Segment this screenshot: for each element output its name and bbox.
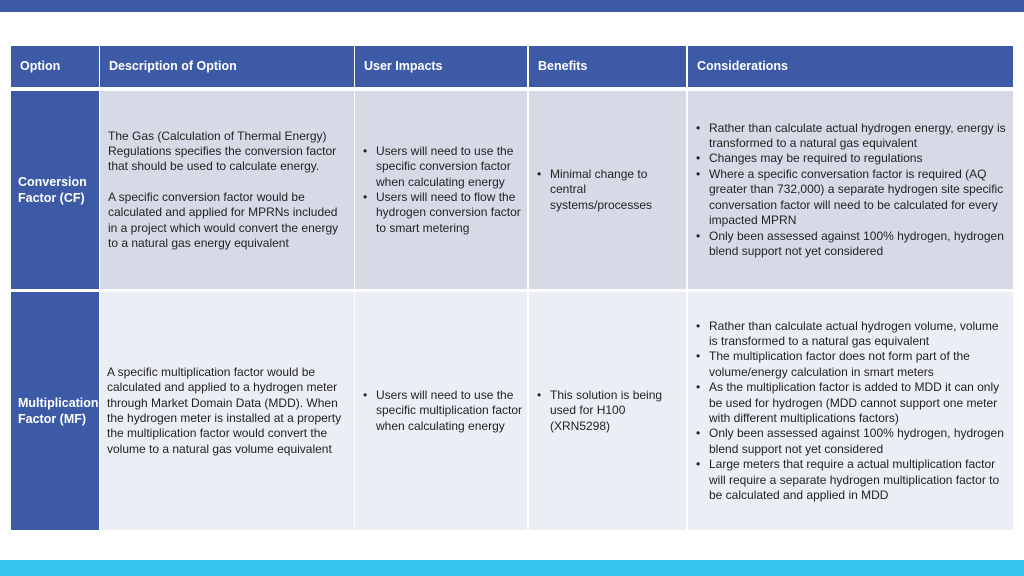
considerations-cell [688, 91, 1013, 289]
list-item: • As the multiplication factor is added to MDD it can only be used for hydrogen (MDD cannot support one meter with different multiplications factors) [696, 380, 1009, 426]
list-item: • Users will need to use the specific conversion factor when calculating energy [363, 144, 523, 190]
user-impacts-list [355, 144, 527, 236]
header-benefits: Benefits [529, 46, 686, 87]
user-impacts-cell [355, 292, 527, 530]
list-item: • Only been assessed against 100% hydrogen, hydrogen blend support not yet considered [696, 426, 1009, 457]
description-cell [100, 292, 354, 530]
considerations-cell [688, 292, 1013, 530]
benefits-list [529, 388, 686, 434]
list-item: • Changes may be required to regulations [696, 151, 1009, 166]
option-conversion-factor [11, 91, 99, 289]
list-item: • Only been assessed against 100% hydrogen, hydrogen blend support not yet considered [696, 229, 1009, 260]
header-user-impacts: User Impacts [355, 46, 527, 87]
benefits-cell [529, 292, 686, 530]
list-item: • Rather than calculate actual hydrogen volume, volume is transformed to a natural gas equivalent [696, 319, 1009, 350]
description-text [100, 129, 354, 252]
considerations-list [688, 319, 1013, 504]
list-item: • This solution is being used for H100 (XRN5298) [537, 388, 682, 434]
description-cell [100, 91, 354, 289]
list-item: • Minimal change to central systems/processes [537, 167, 682, 213]
description-paragraph: A specific multiplication factor would be calculated and applied to a hydrogen meter through Market Domain Data (MDD). When the hydrogen meter is installed at a property the multiplication factor would convert the volume to a natural gas volume equivalent [107, 364, 342, 456]
description-text [100, 365, 354, 457]
considerations-list [688, 121, 1013, 260]
list-item: • The multiplication factor does not form part of the volume/energy calculation in smart meters [696, 349, 1009, 380]
header-description: Description of Option [100, 46, 354, 87]
option-label: Conversion Factor (CF) [18, 175, 87, 205]
user-impacts-list [355, 388, 527, 434]
bottom-accent-bar [0, 560, 1024, 576]
header-option: Option [11, 46, 99, 87]
benefits-cell [529, 91, 686, 289]
header-considerations: Considerations [688, 46, 1013, 87]
list-item: • Rather than calculate actual hydrogen energy, energy is transformed to a natural gas equivalent [696, 121, 1009, 152]
list-item: • Large meters that require a actual multiplication factor will require a separate hydrogen multiplication factor to be calculated and applied in MDD [696, 457, 1009, 503]
description-paragraph: The Gas (Calculation of Thermal Energy) Regulations specifies the conversion factor that should be used to calculate energy. [108, 128, 337, 174]
option-label: Multiplication Factor (MF) [18, 396, 99, 426]
description-paragraph: A specific conversion factor would be calculated and applied for MPRNs included in a project which would convert the energy to a natural gas energy equivalent [108, 189, 339, 251]
user-impacts-cell [355, 91, 527, 289]
top-accent-bar [0, 0, 1024, 12]
list-item: • Where a specific conversation factor is required (AQ greater than 732,000) a separate hydrogen site specific conversation factor will need to be calculated for every impacted MPRN [696, 167, 1009, 229]
list-item: • Users will need to use the specific multiplication factor when calculating energy [363, 388, 523, 434]
option-multiplication-factor [11, 292, 99, 530]
list-item: • Users will need to flow the hydrogen conversion factor to smart metering [363, 190, 523, 236]
benefits-list [529, 167, 686, 213]
